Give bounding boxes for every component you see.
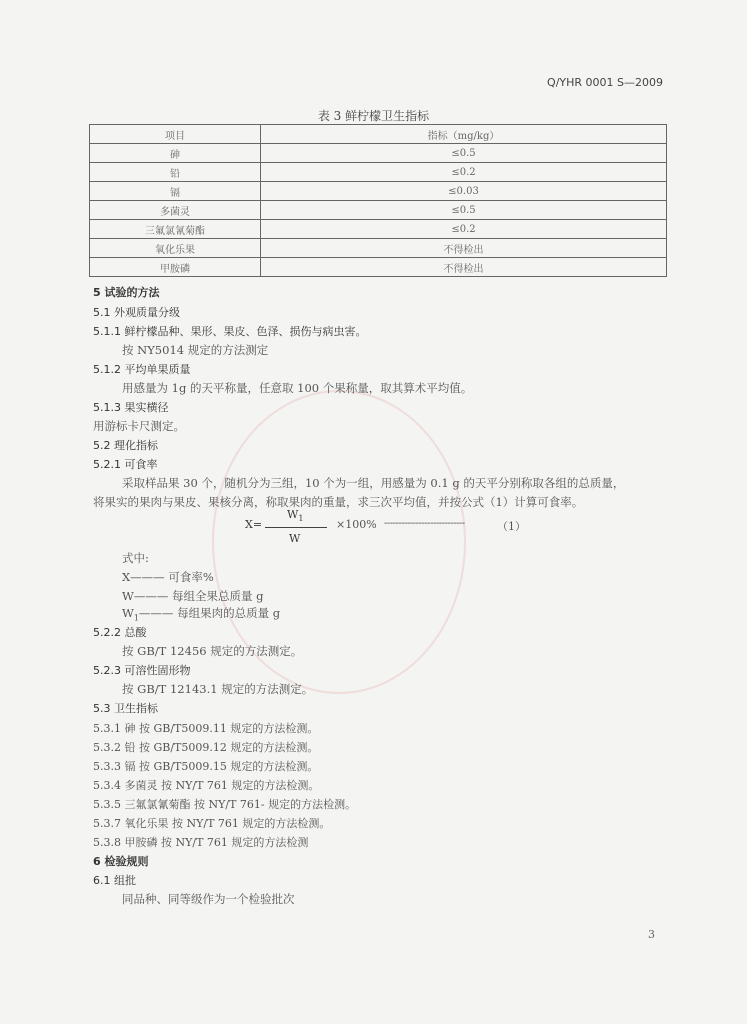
item-5-3-8: 5.3.8 甲胺磷 按 NY/T 761 规定的方法检测 [93, 836, 309, 849]
table-cell: ≤0.2 [261, 163, 667, 182]
formula-multiplier: ×100% [336, 518, 377, 531]
table-cell: ≤0.5 [261, 201, 667, 220]
paragraph-5-1-1: 按 NY5014 规定的方法测定 [122, 343, 269, 357]
section-heading-5-2-1: 5.2.1 可食率 [93, 458, 158, 471]
paragraph-5-1-2: 用感量为 1g 的天平称量，任意取 100 个果称量，取其算术平均值。 [122, 381, 473, 395]
item-5-3-4: 5.3.4 多菌灵 按 NY/T 761 规定的方法检测。 [93, 779, 320, 792]
paragraph-5-2-2: 按 GB/T 12456 规定的方法测定。 [122, 644, 303, 658]
where-label: 式中: [122, 551, 149, 565]
table-header-cell: 指标（mg/kg） [261, 125, 667, 144]
hygiene-index-table [89, 124, 667, 277]
table-row [90, 144, 667, 163]
item-5-3-3: 5.3.3 镉 按 GB/T5009.15 规定的方法检测。 [93, 760, 319, 773]
item-5-3-5: 5.3.5 三氟氯氰菊酯 按 NY/T 761- 规定的方法检测。 [93, 798, 357, 811]
table-cell: 砷 [90, 144, 261, 163]
paragraph-5-2-1-line2: 将果实的果肉与果皮、果核分离，称取果肉的重量，求三次平均值，并按公式（1）计算可食率。 [93, 495, 584, 509]
section-heading-5-1: 5.1 外观质量分级 [93, 306, 180, 319]
table-row [90, 201, 667, 220]
paragraph-5-2-1-line1: 采取样品果 30 个，随机分为三组，10 个为一组，用感量为 0.1 g 的天平分别称取各组的总质量， [122, 476, 625, 490]
item-5-3-1: 5.3.1 砷 按 GB/T5009.11 规定的方法检测。 [93, 722, 319, 735]
table-cell: 镉 [90, 182, 261, 201]
table-cell: 不得检出 [261, 239, 667, 258]
item-5-3-7: 5.3.7 氧化乐果 按 NY/T 761 规定的方法检测。 [93, 817, 331, 830]
section-heading-5-1-3: 5.1.3 果实横径 [93, 401, 169, 414]
table-cell: 三氟氯氰菊酯 [90, 220, 261, 239]
table-cell: 铅 [90, 163, 261, 182]
table-row [90, 163, 667, 182]
table-header-cell: 项目 [90, 125, 261, 144]
section-heading-5-2-3: 5.2.3 可溶性固形物 [93, 664, 191, 677]
table-row [90, 239, 667, 258]
table-cell: ≤0.2 [261, 220, 667, 239]
section-heading-5-2: 5.2 理化指标 [93, 439, 158, 452]
formula-number: （1） [497, 520, 526, 533]
fraction-bar [265, 527, 327, 528]
page-number: 3 [648, 928, 655, 941]
document-code: Q/YHR 0001 S—2009 [547, 76, 663, 89]
paragraph-6-1: 同品种、同等级作为一个检验批次 [122, 892, 295, 906]
table-row [90, 258, 667, 277]
item-5-3-2: 5.3.2 铅 按 GB/T5009.12 规定的方法检测。 [93, 741, 319, 754]
section-heading-5-2-2: 5.2.2 总酸 [93, 626, 147, 639]
table-cell: ≤0.03 [261, 182, 667, 201]
table-caption: 表 3 鲜柠檬卫生指标 [317, 109, 430, 123]
section-heading-5-1-2: 5.1.2 平均单果质量 [93, 363, 191, 376]
paragraph-5-2-3: 按 GB/T 12143.1 规定的方法测定。 [122, 682, 314, 696]
section-heading-5: 5 试验的方法 [93, 286, 160, 299]
section-heading-6: 6 检验规则 [93, 855, 149, 868]
formula-numerator: $W_1$ [287, 508, 304, 524]
section-heading-5-1-1: 5.1.1 鲜柠檬品种、果形、果皮、色泽、损伤与病虫害。 [93, 325, 367, 338]
table-cell: 氧化乐果 [90, 239, 261, 258]
table-row [90, 220, 667, 239]
table-cell: 甲胺磷 [90, 258, 261, 277]
table-row [90, 182, 667, 201]
definition-w: W——— 每组全果总质量 g [122, 589, 264, 603]
formula-dash-leader: ---------------------------- [384, 518, 465, 529]
table-cell: 多菌灵 [90, 201, 261, 220]
section-heading-5-3: 5.3 卫生指标 [93, 702, 158, 715]
paragraph-5-1-3: 用游标卡尺测定。 [93, 419, 185, 433]
section-heading-6-1: 6.1 组批 [93, 874, 136, 887]
table-header-row [90, 125, 667, 144]
table-cell: 不得检出 [261, 258, 667, 277]
formula-lhs: X= [245, 518, 263, 531]
definition-x: X——— 可食率% [122, 570, 214, 584]
formula-denominator: W [289, 532, 301, 545]
table-cell: ≤0.5 [261, 144, 667, 163]
definition-w1: $W_1———$ 每组果肉的总质量 g [122, 606, 281, 623]
